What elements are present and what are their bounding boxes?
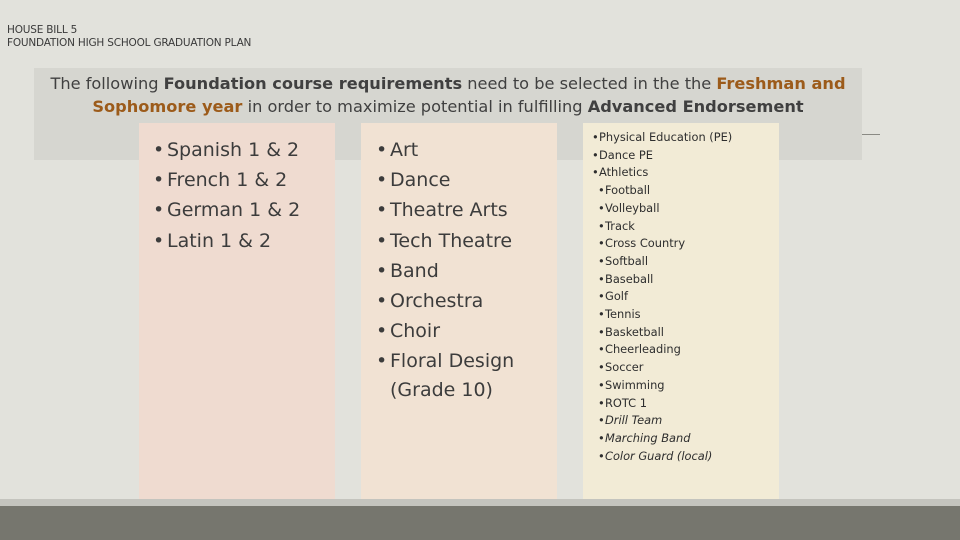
intro-accent-sophomore: Sophomore year — [92, 97, 243, 116]
list-item: • Orchestra — [376, 286, 514, 316]
grade-note: (Grade 10) — [390, 378, 493, 401]
list-item: • German 1 & 2 — [153, 195, 300, 225]
intro-bold-advanced: Advanced Endorsement — [587, 97, 804, 116]
list-item: • Cross Country — [598, 235, 732, 253]
divider-line — [862, 134, 880, 135]
list-item: • Choir — [376, 316, 514, 346]
footer-bar — [0, 506, 960, 540]
list-item: • Dance PE — [592, 147, 732, 165]
intro-part: in order to maximize potential in fulfilling — [242, 97, 588, 116]
list-item: • Soccer — [598, 359, 732, 377]
list-item: • Football — [598, 182, 732, 200]
list-item: • Basketball — [598, 324, 732, 342]
list-item-label: Floral Design — [390, 350, 515, 373]
list-item: • Dance — [376, 165, 514, 195]
list-item: • Baseball — [598, 271, 732, 289]
footer-accent-bar — [0, 499, 960, 506]
list-item: • Volleyball — [598, 200, 732, 218]
list-item: • Athletics — [592, 164, 732, 182]
list-item: • Theatre Arts — [376, 195, 514, 225]
list-item: • Color Guard (local) — [598, 448, 732, 466]
list-item — [376, 346, 514, 402]
pe-column — [583, 123, 779, 504]
list-item: • Tennis — [598, 306, 732, 324]
intro-bold-foundation: Foundation course requirements — [163, 74, 463, 93]
list-item: • Track — [598, 218, 732, 236]
languages-column — [139, 123, 335, 504]
list-item: • Drill Team — [598, 412, 732, 430]
list-item: • Latin 1 & 2 — [153, 226, 300, 256]
list-item: • Spanish 1 & 2 — [153, 135, 300, 165]
intro-part: need to be selected in the the — [462, 74, 717, 93]
list-item: • Marching Band — [598, 430, 732, 448]
header-title: HOUSE BILL 5 — [7, 24, 78, 36]
list-item: • Softball — [598, 253, 732, 271]
list-item: • Art — [376, 135, 514, 165]
fine-arts-column — [361, 123, 557, 504]
list-item: • Cheerleading — [598, 341, 732, 359]
slide-header — [7, 24, 251, 50]
intro-part: The following — [50, 74, 164, 93]
list-item: • Tech Theatre — [376, 226, 514, 256]
header-subtitle: FOUNDATION HIGH SCHOOL GRADUATION PLAN — [7, 37, 252, 49]
intro-accent-freshman: Freshman and — [716, 74, 846, 93]
list-item: • Golf — [598, 288, 732, 306]
list-item: • Physical Education (PE) — [592, 129, 732, 147]
list-item: • French 1 & 2 — [153, 165, 300, 195]
list-item: • Swimming — [598, 377, 732, 395]
list-item: • Band — [376, 256, 514, 286]
list-item: • ROTC 1 — [598, 395, 732, 413]
